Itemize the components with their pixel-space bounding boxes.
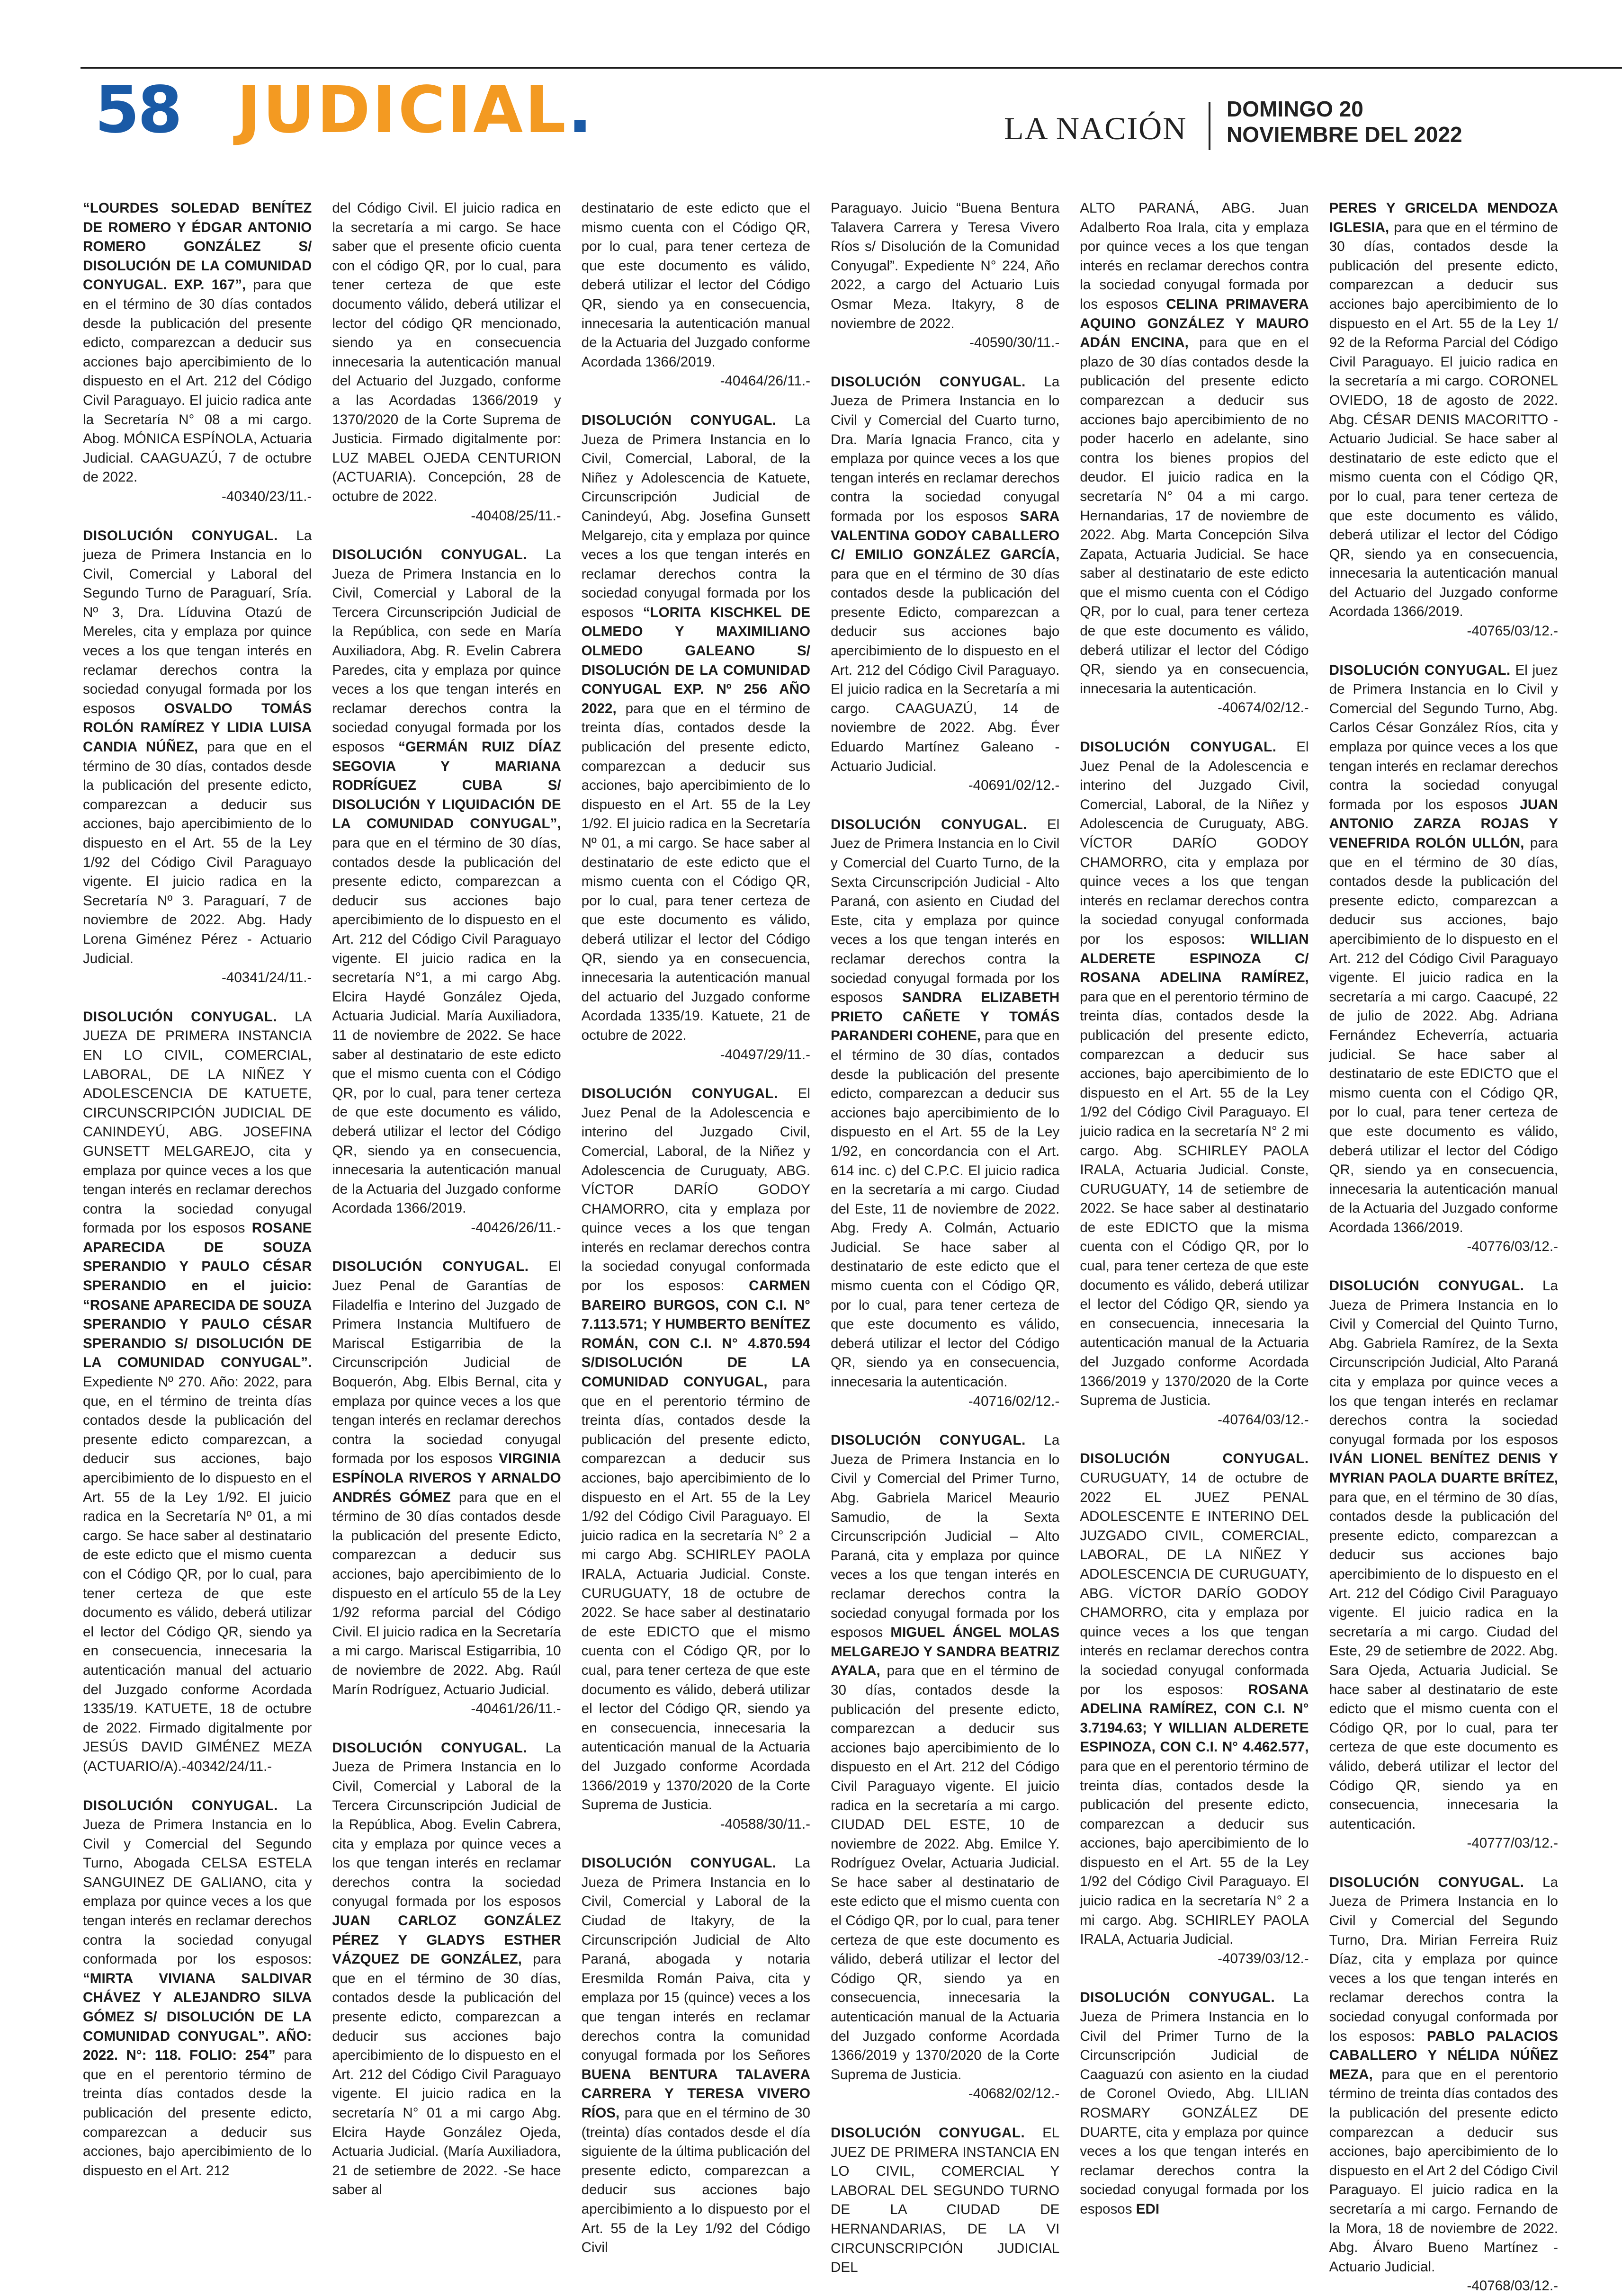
column-3: [581, 199, 810, 2256]
legal-notice: [83, 199, 312, 507]
column-5: [1080, 199, 1309, 2217]
notice-text: La Jueza de Primera Instancia en lo Civil, Comercial y Laboral de la Tercera Circunscripción Judicial de la República, con sede en María Auxiliadora, Abg. R. Evelin Cabrera Paredes, cita y emplaza por quince veces a los que tengan interés en reclamar derechos contra la sociedad conyugal formada por los esposos: [332, 547, 561, 755]
notice-party-names: “MIRTA VIVIANA SALDIVAR CHÁVEZ Y ALEJANDRO SILVA GÓMEZ S/ DISOLUCIÓN DE LA COMUNIDAD CONYUGAL”. AÑO: 2022. N°: 118. FOLIO: 254”: [83, 1970, 312, 2064]
notice-text: La Jueza de Primera Instancia en lo Civil, Comercial y Laboral de la Tercera Circunscripción Judicial de la República, Abog. Evelin Cabrera, cita y emplaza por quince veces a los que tengan interés en reclamar derechos contra la sociedad conyugal formada por los esposos: [332, 1740, 561, 1910]
notice-reference-code: -40777/03/12.-: [1467, 1835, 1558, 1851]
notice-party-names: JUAN CARLOZ GONZÁLEZ PÉREZ Y GLADYS ESTHER VÁZQUEZ DE GONZÁLEZ,: [332, 1913, 561, 1967]
notice-heading: DISOLUCIÓN CONYUGAL.: [1329, 662, 1511, 678]
notice-text: La Jueza de Primera Instancia en lo Civil y Comercial del Primer Turno, Abg. Gabriela Maricel Meaurio Samudio, de la Sexta Circunscripción Judicial – Alto Paraná, cita y emplaza por quince veces a los que tengan interés en reclamar derechos contra la sociedad conyugal formada por los esposos: [830, 1432, 1060, 1641]
notice-text: para que en el término de 30 (treinta) días contados desde el día siguiente de la última publicación del presente edicto, comparezcan a deducir sus acciones bajo apercibimiento a lo dispuesto por el Art. 55 de la Ley 1/92 del Código Civil: [581, 2105, 810, 2256]
notice-party-names: “LORITA KISCHKEL DE OLMEDO Y MAXIMILIANO OLMEDO GALEANO S/ DISOLUCIÓN DE LA COMUNIDAD CONYUGAL EXP. Nº 256 AÑO 2022,: [581, 604, 810, 716]
section-dot: .: [567, 73, 594, 148]
notice-text: para que en el término de 30 días contados desde la publicación del presente Edicto, comparezcan a deducir sus acciones bajo apercibimiento de lo dispuesto en el Art. 212 del Código Civil Paraguayo. El juicio radica en la Secretaría a mi cargo. CAAGUAZÚ, 14 de noviembre de 2022. Abg. Éver Eduardo Martínez Galeano - Actuario Judicial.: [830, 566, 1060, 774]
legal-notice: [582, 411, 810, 1064]
notice-text: para que en el perentorio término de treinta días contados des la publicación del presente edicto comparezcan a deducir sus acciones, bajo apercibimiento de lo dispuesto en el Art 2 del Código Civil Paraguayo. El juicio radica en la secretaría a mi cargo. Fernando de la Mora, 18 de noviembre de 2022. Abg. Álvaro Bueno Martínez - Actuario Judicial.: [1329, 2066, 1558, 2275]
notice-party-names: PERES Y GRICELDA MENDOZA IGLESIA,: [1329, 200, 1558, 235]
notice-heading: DISOLUCIÓN CONYUGAL.: [830, 2125, 1025, 2141]
notice-reference-code: -40739/03/12.-: [1218, 1950, 1309, 1966]
notice-party-names: CARMEN BAREIRO BURGOS, CON C.I. N° 7.113.571; Y HUMBERTO BENÍTEZ ROMÁN, CON C.I. N° 4.870.594 S/DISOLUCIÓN DE LA COMUNIDAD CONYUGAL,: [581, 1278, 810, 1390]
notice-text: para que en el término de treinta días, contados desde la publicación del presente edicto, comparezcan a deducir sus acciones, bajo apercibimiento de lo dispuesto en el Art. 55 de la Ley 1/92. El juicio radica en la Secretaría Nº 01, a mi cargo. Se hace saber al destinatario de este edicto que el mismo cuenta con el Código QR, por lo cual, para tener certeza de que este documento es válido, deberá utilizar el lector del Código QR, siendo ya en consecuencia, innecesaria la autenticación manual del actuario del Juzgado conforme Acordada 1335/19. Katuete, 21 de octubre de 2022.: [581, 700, 810, 1043]
notice-heading: DISOLUCIÓN CONYUGAL.: [1329, 1874, 1524, 1890]
notice-text: La Jueza de Primera Instancia en lo Civil y Comercial del Cuarto turno, Dra. María Ignacia Franco, cita y emplaza por quince veces a los que tengan interés en reclamar derechos contra la sociedad conyugal formada por los esposos: [830, 374, 1060, 524]
notice-text: El juez de Primera Instancia en lo Civil y Comercial del Segundo Turno, Abg. Carlos César González Ríos, cita y emplaza por quince veces a los que tengan interés en reclamar derechos contra la sociedad conyugal formada por los esposos: [1329, 662, 1558, 813]
notice-heading: DISOLUCIÓN CONYUGAL.: [332, 1259, 529, 1275]
notice-heading: DISOLUCIÓN CONYUGAL.: [1080, 739, 1277, 755]
notice-text: El Juez Penal de la Adolescencia e interino del Juzgado Civil, Comercial, Laboral, de la Niñez y Adolescencia de Curuguaty, ABG. VÍCTOR DARÍO GODOY CHAMORRO, cita y emplaza por quince veces a los que tengan interés en reclamar derechos contra la sociedad conyugal conformada por los esposos:: [581, 1086, 810, 1294]
notice-heading: DISOLUCIÓN CONYUGAL.: [332, 1740, 528, 1756]
notice-reference-code: -40768/03/12.-: [1467, 2278, 1558, 2294]
notice-text: CURUGUATY, 14 de octubre de 2022 EL JUEZ PENAL ADOLESCENTE E INTERINO DEL JUZGADO CIVIL, COMERCIAL, LABORAL, DE LA NIÑEZ Y ADOLESCENCIA DE CURUGUATY, ABG. VÍCTOR DARÍO GODOY CHAMORRO, cita y emplaza por quince veces a los que tengan interés en reclamar derechos contra la sociedad conyugal conformada por los esposos:: [1080, 1470, 1309, 1697]
edition-date-day: DOMINGO 20: [1227, 97, 1363, 121]
notice-reference-code: -40341/24/11.-: [222, 970, 312, 986]
notice-reference-code: -40590/30/11.-: [969, 335, 1060, 351]
notice-text: La Jueza de Primera Instancia en lo Civil y Comercial del Quinto Turno, Abg. Gabriela Ramírez, de la Sexta Circunscripción Judicial, Alto Paraná cita y emplaza por quince veces a los que tengan interés en reclamar derechos contra la sociedad conyugal formada por los esposos: [1329, 1278, 1558, 1447]
notice-party-names: MIGUEL ÁNGEL MOLAS MELGAREJO Y SANDRA BEATRIZ AYALA,: [830, 1625, 1060, 1679]
page-number: 58: [95, 73, 181, 148]
legal-notice: [582, 1854, 810, 2257]
header-rule: [81, 67, 1622, 69]
notice-reference-code: -40588/30/11.-: [720, 1816, 810, 1832]
notice-heading: DISOLUCIÓN CONYUGAL.: [83, 527, 278, 544]
notice-reference-code: -40716/02/12.-: [968, 1393, 1060, 1409]
notice-party-names: EDI: [1136, 2201, 1160, 2217]
legal-notice: [831, 1431, 1059, 2104]
notice-text: La Jueza de Primera Instancia en lo Civil, Comercial y Laboral de la Ciudad de Itakyry, de la Circunscripción Judicial de Alto Paraná, abogada y notaria Eresmilda Román Paiva, cita y emplaza por 15 (quince) veces a los que tengan interés en reclamar derechos contra la comunidad conyugal formada por los Señores: [581, 1855, 810, 2064]
notice-reference-code: -40682/02/12.-: [968, 2086, 1060, 2102]
edition-date-month: NOVIEMBRE DEL 2022: [1227, 122, 1462, 147]
notice-reference-code: -40765/03/12.-: [1467, 623, 1558, 639]
notice-text: para que en el término de 30 días contados desde la publicación del presente edicto, comparezcan a deducir sus acciones bajo apercibimiento de lo dispuesto en el Art. 212 del Código Civil Paraguayo. El juicio radica ante la Secretaría N° 08 a mi cargo. Abog. MÓNICA ESPÍNOLA, Actuaria Judicial. CAAGUAZÚ, 7 de octubre de 2022.: [83, 277, 312, 485]
notice-text: La Jueza de Primera Instancia en lo Civil del Primer Turno de la Circunscripción Judicial de Caaguazú con asiento en la ciudad de Coronel Oviedo, Abg. LILIAN ROSMARY GONZÁLEZ DE DUARTE, cita y emplaza por quince veces a los que tengan interés en reclamar derechos contra la sociedad conyugal formada por los esposos: [1080, 1990, 1309, 2217]
notice-text: para que en el término de 30 días, contados desde la publicación del presente edicto, comparezcan a deducir sus acciones bajo apercibimiento de lo dispuesto en el Art. 55 de la Ley 1/92, en concordancia con el Art. 614 inc. c) del C.P.C. El juicio radica en la secretaría a mi cargo. Ciudad del Este, 11 de noviembre de 2022. Abg. Fredy A. Colmán, Actuario Judicial. Se hace saber al destinatario de este edicto que el mismo cuenta con el Código QR, por lo cual, para tener certeza de que este documento es válido, deberá utilizar el lector del Código QR, siendo ya en consecuencia, innecesaria la autenticación.: [830, 1028, 1060, 1390]
notice-party-names: OSVALDO TOMÁS ROLÓN RAMÍREZ Y LIDIA LUISA CANDIA NÚÑEZ,: [83, 700, 312, 755]
notice-text: para que, en el término de 30 días, contados desde la publicación del presente edicto, comparezcan a deducir sus acciones bajo apercibimiento de lo dispuesto en el Art. 212 del Código Civil Paraguayo vigente. El juicio radica en la secretaría a mi cargo. Ciudad del Este, 29 de setiembre de 2022. Abg. Sara Ojeda, Actuaria Judicial. Se hace saber al destinatario de este edicto que el mismo cuenta con el Código QR, por lo cual, para ter certeza de que este documento es válido, deberá utilizar el lector del Código QR, siendo ya en consecuencia, innecesaria la autenticación.: [1329, 1489, 1558, 1832]
notice-text: para que en el plazo de 30 días contados desde la publicación del presente edicto comparezcan a deducir sus acciones bajo apercibimiento de no poder hacerlo en adelante, sino contra los bienes propios del deudor. El juicio radica en la secretaría N° 04 a mi cargo. Hernandarias, 17 de noviembre de 2022. Abg. Marta Concepción Silva Zapata, Actuaria Judicial. Se hace saber al destinatario de este edicto que el mismo cuenta con el Código QR, por lo cual, para tener certeza de que este documento es válido, deberá utilizar el lector del Código QR, siendo ya en consecuencia, innecesaria la autenticación.: [1080, 335, 1309, 697]
notice-party-names: VIRGINIA ESPÍNOLA RIVEROS Y ARNALDO ANDRÉS GÓMEZ: [332, 1451, 561, 1505]
notice-text: El Juez Penal de la Adolescencia e interino del Juzgado Civil, Comercial, Laboral, de la Niñez y Adolescencia de Curuguaty, ABG. VÍCTOR DARÍO GODOY CHAMORRO, cita y emplaza por quince veces a los que tengan interés en reclamar derechos contra la sociedad conyugal conformada por los esposos:: [1080, 739, 1309, 947]
notice-heading: DISOLUCIÓN CONYUGAL.: [830, 1432, 1026, 1448]
notice-heading: DISOLUCIÓN CONYUGAL.: [581, 1855, 777, 1871]
notices-columns: [83, 199, 1558, 2294]
header-divider: [1209, 102, 1210, 150]
legal-notice: [1080, 1449, 1308, 1968]
notice-text: EL JUEZ DE PRIMERA INSTANCIA EN LO CIVIL, COMERCIAL Y LABORAL DEL SEGUNDO TURNO DE LA CIUDAD DE HERNANDARIAS, DE LA VI CIRCUNSCRIPCIÓN JUDICIAL DEL: [830, 2125, 1060, 2276]
notice-party-names: JUAN ANTONIO ZARZA ROJAS Y VENEFRIDA ROLÓN ULLÓN,: [1329, 796, 1558, 851]
legal-notice: [1329, 1873, 1558, 2296]
legal-notice: [831, 2124, 1059, 2278]
notice-party-names: “GERMÁN RUIZ DÍAZ SEGOVIA Y MARIANA RODRÍGUEZ CUBA S/ DISOLUCIÓN Y LIQUIDACIÓN DE LA COMUNIDAD CONYUGAL”,: [332, 739, 561, 832]
notice-reference-code: -40764/03/12.-: [1218, 1412, 1309, 1428]
notice-reference-code: -40674/02/12.-: [1218, 700, 1309, 716]
notice-text: para que en el término de 30 días contados desde la publicación del presente Edicto, comparezcan a deducir sus acciones, bajo apercibimiento de lo dispuesto en el artículo 55 de la Ley 1/92 reforma parcial del Código Civil. El juicio radica en la Secretaría a mi cargo. Mariscal Estigarribia, 10 de noviembre de 2022. Abg. Raúl Marín Rodríguez, Actuario Judicial.: [332, 1489, 561, 1697]
legal-notice: [582, 1084, 810, 1834]
notice-reference-code: -40691/02/12.-: [968, 777, 1060, 794]
notice-text: para que en el término de 30 días, contados desde la publicación del presente edicto, comparezcan a deducir sus acciones bajo apercibimiento de lo dispuesto en el Art. 212 del Código Civil Paraguayo vigente. El juicio radica en la secretaría N° 01 a mi cargo Abg. Elcira Hayde González Ojeda, Actuaria Judicial. (María Auxiliadora, 21 de setiembre de 2022. -Se hace saber al: [332, 1951, 561, 2198]
notice-heading: DISOLUCIÓN CONYUGAL.: [1080, 1990, 1275, 2006]
legal-notice: [1080, 1988, 1308, 2219]
legal-notice: [332, 1257, 561, 1718]
legal-notice: [332, 1739, 561, 2200]
notice-text: La Jueza de Primera Instancia en lo Civil, Comercial, Laboral, de la Niñez y Adolescencia de Katuete, Circunscripción Judicial de Canindeyú, Abg. Josefina Gunsett Melgarejo, cita y emplaza por quince veces a los que tengan interés en reclamar derechos contra la sociedad conyugal formada por los esposos: [581, 412, 810, 620]
legal-notice: [1329, 199, 1558, 641]
newspaper-logo: LA NACIÓN: [1004, 110, 1187, 146]
legal-notice: [332, 199, 561, 526]
notice-party-names: ROSANE APARECIDA DE SOUZA SPERANDIO Y PAULO CÉSAR SPERANDIO en el juicio: “ROSANE APARECIDA DE SOUZA SPERANDIO Y PAULO CÉSAR SPERANDIO S/ DISOLUCIÓN DE LA COMUNIDAD CONYUGAL”.: [83, 1220, 312, 1371]
masthead: [95, 73, 1520, 149]
column-1: [83, 199, 312, 2179]
legal-notice: [831, 815, 1059, 1411]
legal-notice: [83, 1796, 312, 2181]
column-4: [830, 199, 1060, 2276]
notice-text: La jueza de Primera Instancia en lo Civil, Comercial y Laboral del Segundo Turno de Paraguarí, Sría. Nº 3, Dra. Líduvina Otazú de Mereles, cita y emplaza por quince veces a los que tengan interés en reclamar derechos contra la sociedad conyugal formada por los esposos: [83, 527, 312, 716]
notice-text: para que en el perentorio término de treinta días contados desde la publicación del presente edicto, comparezcan a deducir sus acciones, bajo apercibimiento de lo dispuesto en el Art. 212: [83, 2047, 312, 2179]
notice-party-names: CELINA PRIMAVERA AQUINO GONZÁLEZ Y MAURO ADÁN ENCINA,: [1080, 296, 1309, 351]
notice-text: para que en el término de 30 días, contados desde la publicación del presente edicto, comparezcan a deducir sus acciones, bajo apercibimiento de lo dispuesto en el Art. 55 de la Ley 1/92 del Código Civil Paraguayo vigente. El juicio radica en la Secretaría Nº 3. Paraguarí, 7 de noviembre de 2022. Abg. Hady Lorena Giménez Pérez - Actuario Judicial.: [83, 739, 312, 966]
notice-text: destinatario de este edicto que el mismo cuenta con el Código QR, por lo cual, para tener certeza de que este documento es válido, deberá utilizar el lector del Código QR, siendo ya en consecuencia, innecesaria la autenticación manual de la Actuaria del Juzgado conforme Acordada 1366/2019.: [581, 200, 810, 370]
notice-reference-code: -40426/26/11.-: [471, 1219, 561, 1235]
notice-party-names: ROSANA ADELINA RAMÍREZ, CON C.I. N° 3.7194.63; Y WILLIAN ALDERETE ESPINOZA, CON C.I. N° 4.462.577,: [1080, 1681, 1309, 1755]
legal-notice: [1329, 1277, 1558, 1853]
notice-text: El Juez Penal de Garantías de Filadelfia e Interino del Juzgado de Primera Instancia Multifuero de Mariscal Estigarribia de la Circunscripción Judicial de Boquerón, Abg. Elbis Bernal, cita y emplaza por quince veces a los que tengan interés en reclamar derechos contra la sociedad conyugal formada por los esposos: [332, 1259, 561, 1467]
notice-party-names: “LOURDES SOLEDAD BENÍTEZ DE ROMERO Y ÉDGAR ANTONIO ROMERO GONZÁLEZ S/ DISOLUCIÓN DE LA COMUNIDAD CONYUGAL. EXP. 167”,: [83, 200, 312, 293]
legal-notice: [1080, 738, 1308, 1429]
column-2: [332, 199, 561, 2198]
notice-reference-code: -40408/25/11.-: [471, 508, 561, 524]
section-title: [237, 73, 594, 148]
notice-heading: DISOLUCIÓN CONYUGAL.: [1329, 1278, 1524, 1294]
notice-text: LA JUEZA DE PRIMERA INSTANCIA EN LO CIVIL, COMERCIAL, LABORAL, DE LA NIÑEZ Y ADOLESCENCIA DE KATUETE, CIRCUNSCRIPCIÓN JUDICIAL DE CANINDEYÚ, ABG. JOSEFINA GUNSETT MELGAREJO, cita y emplaza por quince veces a los que tengan interés en reclamar derechos contra la sociedad conyugal formada por los esposos: [83, 1009, 312, 1236]
notice-text: del Código Civil. El juicio radica en la secretaría a mi cargo. Se hace saber que el presente oficio cuenta con el código QR, por lo cual, para tener certeza de que este documento válido, deberá utilizar el lector del código QR mencionado, siendo ya en consecuencia innecesaria la autenticación manual del Actuario del Juzgado, conforme a las Acordadas 1366/2019 y 1370/2020 de la Corte Suprema de Justicia. Firmado digitalmente por: LUZ MABEL OJEDA CENTURION (ACTUARIA). Concepción, 28 de octubre de 2022.: [332, 200, 561, 504]
notice-reference-code: -40497/29/11.-: [720, 1046, 810, 1063]
notice-party-names: SANDRA ELIZABETH PRIETO CAÑETE Y TOMÁS PARANDERI COHENE,: [830, 990, 1060, 1044]
notice-heading: DISOLUCIÓN CONYUGAL.: [581, 412, 777, 428]
notice-text: El Juez de Primera Instancia en lo Civil y Comercial del Cuarto Turno, de la Sexta Circunscripción Judicial - Alto Paraná, con asiento en Ciudad del Este, cita y emplaza por quince veces a los que tengan interés en reclamar derechos contra la sociedad conyugal formada por los esposos: [830, 816, 1060, 1006]
notice-reference-code: -40461/26/11.-: [471, 1701, 561, 1717]
notice-heading: DISOLUCIÓN CONYUGAL.: [1080, 1451, 1309, 1467]
notice-heading: DISOLUCIÓN CONYUGAL.: [830, 816, 1028, 832]
notice-text: para que en el término de 30 días, contados desde la publicación del presente edicto, comparezcan a deducir sus acciones, bajo apercibimiento de lo dispuesto en el Art. 212 del Código Civil Paraguayo vigente. El juicio radica en la secretaría a mi cargo. Caacupé, 22 de julio de 2022. Abg. Adriana Fernández Echeverría, actuaria judicial. Se hace saber al destinatario de este EDICTO que el mismo cuenta con el Código QR, por lo cual, para tener certeza de que este documento es válido, deberá utilizar el lector del Código QR, siendo ya en consecuencia, innecesaria la autenticación manual de la Actuaria del Juzgado conforme Acordada 1366/2019.: [1329, 835, 1558, 1235]
edition-date: [1227, 96, 1462, 148]
notice-party-names: BUENA BENTURA TALAVERA CARRERA Y TERESA VIVERO RÍOS,: [581, 2066, 810, 2121]
notice-reference-code: -40340/23/11.-: [222, 488, 312, 504]
notice-reference-code: -40464/26/11.-: [720, 373, 810, 389]
column-6: [1329, 199, 1558, 2294]
notice-heading: DISOLUCIÓN CONYUGAL.: [83, 1009, 278, 1025]
notice-text: para que en el término de 30 días, contados desde la publicación del presente edicto, comparezcan a deducir sus acciones bajo apercibimiento de lo dispuesto en el Art. 212 del Código Civil Paraguayo vigente. El juicio radica en la secretaría a mi cargo. CIUDAD DEL ESTE, 10 de noviembre de 2022. Abg. Emilce Y. Rodríguez Ovelar, Actuaria Judicial. Se hace saber al destinatario de este edicto que el mismo cuenta con el Código QR, por lo cual, para tener certeza de que este documento es válido, deberá utilizar el lector del Código QR, siendo ya en consecuencia, innecesaria la autenticación manual de la Actuaria del Juzgado conforme Acordada 1366/2019 y 1370/2020 de la Corte Suprema de Justicia.: [830, 1663, 1060, 2082]
legal-notice: [1329, 661, 1558, 1257]
notice-party-names: WILLIAN ALDERETE ESPINOZA C/ ROSANA ADELINA RAMÍREZ,: [1080, 931, 1309, 986]
notice-text: La Jueza de Primera Instancia en lo Civil y Comercial del Segundo Turno, Dra. Mirian Ferreira Ruiz Díaz, cita y emplaza por quince veces a los que tengan interés en reclamar derechos contra la sociedad conyugal conformada por los esposos:: [1329, 1874, 1558, 2044]
legal-notice: [831, 199, 1059, 353]
notice-heading: DISOLUCIÓN CONYUGAL.: [83, 1797, 278, 1814]
notice-text: La Jueza de Primera Instancia en lo Civil y Comercial del Segundo Turno, Abogada CELSA ESTELA SANGUINEZ DE GALIANO, cita y emplaza por quince veces a los que tengan interés en reclamar derechos contra la sociedad conyugal conformada por los esposos:: [83, 1797, 312, 1967]
notice-text: ALTO PARANÁ, ABG. Juan Adalberto Roa Irala, cita y emplaza por quince veces a los que tengan interés en reclamar derechos contra la sociedad conyugal formada por los esposos: [1080, 200, 1309, 312]
notice-heading: DISOLUCIÓN CONYUGAL.: [332, 547, 528, 563]
notice-text: para que en el perentorio término de treinta días, contados desde la publicación del presente edicto, comparezcan a deducir sus acciones, bajo apercibimiento de lo dispuesto en el Art. 55 de la Ley 1/92 del Código Civil Paraguayo. El juicio radica en la secretaría N° 2 a mi cargo. Abg. SCHIRLEY PAOLA IRALA, Actuaria Judicial.: [1080, 1758, 1309, 1948]
legal-notice: [332, 545, 561, 1237]
notice-party-names: SARA VALENTINA GODOY CABALLERO C/ EMILIO GONZÁLEZ GARCÍA,: [830, 508, 1060, 563]
notice-party-names: IVÁN LIONEL BENÍTEZ DENIS Y MYRIAN PAOLA DUARTE BRÍTEZ,: [1329, 1451, 1558, 1486]
legal-notice: [83, 527, 312, 988]
notice-text: para que en el término de 30 días, contados desde la publicación del presente edicto, comparezcan a deducir sus acciones bajo apercibimiento de lo dispuesto en el Art. 55 de la Ley 1/ 92 de la Reforma Parcial del Código Civil Paraguayo. El juicio radica en la secretaría a mi cargo. CORONEL OVIEDO, 18 de agosto de 2022. Abg. CÉSAR DENIS MACORITTO - Actuario Judicial. Se hace saber al destinatario de este edicto que el mismo cuenta con el Código QR, por lo cual, para tener certeza de que este documento es válido, deberá utilizar el lector del Código QR, siendo ya en consecuencia, innecesaria la autenticación manual del Actuario del Juzgado conforme Acordada 1366/2019.: [1329, 219, 1558, 620]
notice-text: para que en el perentorio término de treinta días, contados desde la publicación del presente edicto, comparezcan a deducir sus acciones, bajo apercibimiento de lo dispuesto en el Art. 55 de la Ley 1/92 del Código Civil Paraguayo. El juicio radica en la secretaría N° 2 mi cargo. Abg. SCHIRLEY PAOLA IRALA, Actuaria Judicial. Conste, CURUGUATY, 14 de setiembre de 2022. Se hace saber al destinatario de este EDICTO que la misma cuenta con el Código QR, por lo cual, para tener certeza de que este documento es válido, deberá utilizar el lector del Código QR, siendo ya en consecuencia, innecesaria la autenticación manual de la Actuaria del Juzgado conforme Acordada 1366/2019 y 1370/2020 de la Corte Suprema de Justicia.: [1080, 989, 1309, 1409]
notice-reference-code: -40776/03/12.-: [1467, 1239, 1558, 1255]
notice-heading: DISOLUCIÓN CONYUGAL.: [830, 374, 1026, 390]
notice-text: para que en el término de 30 días, contados desde la publicación del presente edicto, comparezcan a deducir sus acciones bajo apercibimiento de lo dispuesto en el Art. 212 del Código Civil Paraguayo vigente. El juicio radica en la secretaría N°1, a mi cargo Abg. Elcira Haydé González Ojeda, Actuaria Judicial. María Auxiliadora, 11 de noviembre de 2022. Se hace saber al destinatario de este edicto que el mismo cuenta con el Código QR, por lo cual, para tener certeza de que este documento es válido, deberá utilizar el lector del Código QR, siendo ya en consecuencia, innecesaria la autenticación manual de la Actuaria del Juzgado conforme Acordada 1366/2019.: [332, 835, 561, 1216]
notice-text: para que en el perentorio término de treinta días, contados desde la publicación del presente edicto, comparezcan a deducir sus acciones, bajo apercibimiento de lo dispuesto en el Art. 55 de la Ley 1/92 del Código Civil Paraguayo. El juicio radica en la secretaría N° 2 a mi cargo Abg. SCHIRLEY PAOLA IRALA, Actuaria Judicial. Conste. CURUGUATY, 18 de octubre de 2022. Se hace saber al destinatario de este EDICTO que el mismo cuenta con el Código QR, por lo cual, para tener certeza de que este documento es válido, deberá utilizar el lector del Código QR, siendo ya en consecuencia, innecesaria la autenticación manual de la Actuaria del Juzgado conforme Acordada 1366/2019 y 1370/2020 de la Corte Suprema de Justicia.: [581, 1374, 810, 1813]
section-name: JUDICIAL: [237, 73, 568, 148]
legal-notice: [83, 1008, 312, 1777]
notice-party-names: PABLO PALACIOS CABALLERO Y NÉLIDA NÚÑEZ MEZA,: [1329, 2028, 1558, 2082]
legal-notice: [1080, 199, 1308, 718]
notice-text: Paraguayo. Juicio “Buena Bentura Talavera Carrera y Teresa Vivero Ríos s/ Disolución de la Comunidad Conyugal”. Expediente N° 224, Año 2022, a cargo del Actuario Luis Osmar Meza. Itakyry, 8 de noviembre de 2022.: [830, 200, 1060, 331]
notice-text: Expediente Nº 270. Año: 2022, para que, en el término de treinta días contados desde la publicación del presente edicto comparezcan, a deducir sus acciones, bajo apercibimiento de lo dispuesto en el Art. 55 de la Ley 1/92. El juicio radica en la Secretaría Nº 01, a mi cargo. Se hace saber al destinatario de este edicto que el mismo cuenta con el Código QR, por lo cual, para tener certeza de que este documento es válido, deberá utilizar el lector del Código QR, siendo ya en consecuencia, innecesaria la autenticación manual del actuario del Juzgado conforme Acordada 1335/19. KATUETE, 18 de octubre de 2022. Firmado digitalmente por JESÚS DAVID GIMÉNEZ MEZA (ACTUARIO/A).-40342/24/11.-: [83, 1374, 312, 1774]
legal-notice: [582, 199, 810, 391]
legal-notice: [831, 373, 1059, 795]
notice-heading: DISOLUCIÓN CONYUGAL.: [581, 1086, 778, 1102]
